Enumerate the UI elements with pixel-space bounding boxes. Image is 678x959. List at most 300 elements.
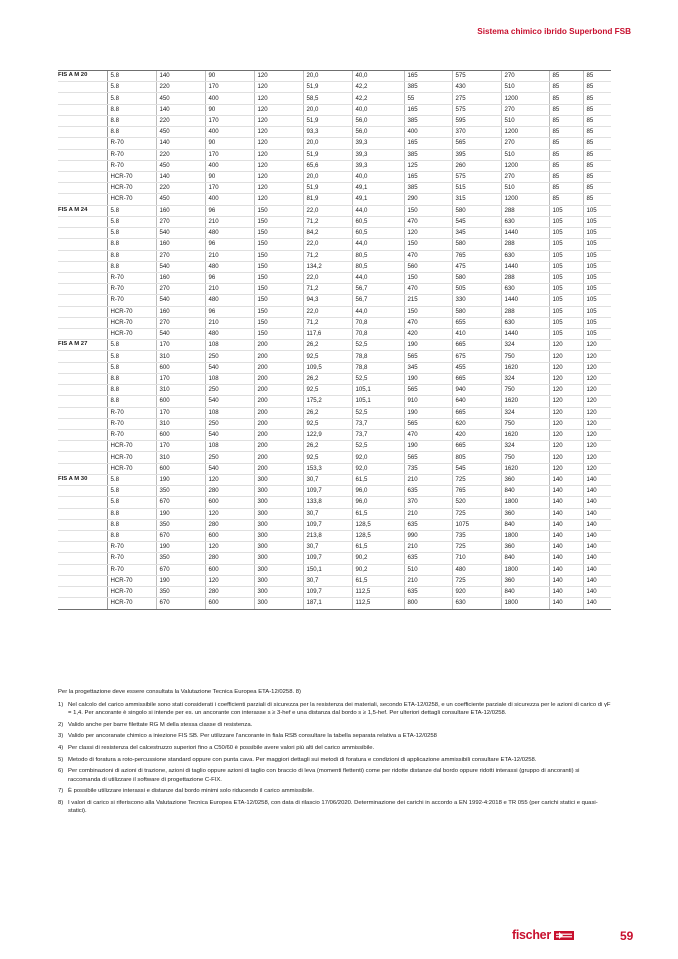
value-cell: 300 — [254, 553, 303, 564]
value-cell: 120 — [549, 441, 583, 452]
value-cell: 120 — [549, 430, 583, 441]
value-cell: 56,7 — [352, 284, 404, 295]
value-cell: 350 — [156, 486, 205, 497]
value-cell: 430 — [452, 82, 501, 93]
value-cell: 250 — [205, 452, 254, 463]
value-cell: 90 — [205, 71, 254, 82]
footnote-text: I valori di carico si riferiscono alla Valutazione Tecnica Europea ETA-12/0258, con data di rilascio 17/06/2020. Determinazione dei carichi in accordo a EN 1992-4:2018 e TR 055 (per carichi statici e quasi-statici). — [68, 800, 598, 815]
table-row — [58, 385, 611, 396]
value-cell: 330 — [452, 295, 501, 306]
value-cell: 420 — [404, 329, 452, 340]
value-cell: 520 — [452, 497, 501, 508]
value-cell: 20,0 — [303, 71, 352, 82]
value-cell: 96 — [205, 205, 254, 216]
value-cell: 725 — [452, 474, 501, 485]
value-cell: 49,1 — [352, 183, 404, 194]
footnote-item — [58, 701, 613, 717]
value-cell: 840 — [501, 587, 549, 598]
table-row — [58, 183, 611, 194]
value-cell: 400 — [205, 194, 254, 205]
value-cell: 220 — [156, 115, 205, 126]
value-cell: 1075 — [452, 519, 501, 530]
value-cell: 140 — [583, 497, 611, 508]
value-cell: 105 — [549, 295, 583, 306]
value-cell: 165 — [404, 138, 452, 149]
value-cell: 280 — [205, 486, 254, 497]
value-cell: 80,5 — [352, 261, 404, 272]
value-cell: 109,7 — [303, 587, 352, 598]
value-cell: 40,0 — [352, 104, 404, 115]
steel-class-cell: 8.8 — [107, 127, 156, 138]
steel-class-cell: R-70 — [107, 272, 156, 283]
value-cell: 210 — [404, 542, 452, 553]
value-cell: 420 — [452, 430, 501, 441]
value-cell: 635 — [404, 553, 452, 564]
value-cell: 990 — [404, 530, 452, 541]
value-cell: 1440 — [501, 295, 549, 306]
value-cell: 150 — [404, 272, 452, 283]
value-cell: 150 — [254, 329, 303, 340]
table-row — [58, 497, 611, 508]
value-cell: 105 — [549, 261, 583, 272]
value-cell: 165 — [404, 71, 452, 82]
value-cell: 150 — [254, 284, 303, 295]
value-cell: 84,2 — [303, 228, 352, 239]
value-cell: 109,7 — [303, 486, 352, 497]
value-cell: 270 — [501, 71, 549, 82]
footnote-text: Valido anche per barre filettate RG M della stessa classe di resistenza. — [68, 721, 253, 728]
value-cell: 140 — [549, 542, 583, 553]
table-row — [58, 587, 611, 598]
value-cell: 450 — [156, 160, 205, 171]
value-cell: 85 — [583, 93, 611, 104]
value-cell: 122,9 — [303, 430, 352, 441]
anchor-size-cell — [58, 508, 107, 519]
value-cell: 475 — [452, 261, 501, 272]
value-cell: 92,0 — [352, 452, 404, 463]
value-cell: 120 — [549, 362, 583, 373]
value-cell: 805 — [452, 452, 501, 463]
value-cell: 120 — [254, 149, 303, 160]
value-cell: 120 — [583, 452, 611, 463]
value-cell: 120 — [205, 542, 254, 553]
steel-class-cell: HCR-70 — [107, 171, 156, 182]
value-cell: 96 — [205, 306, 254, 317]
value-cell: 120 — [583, 385, 611, 396]
anchor-size-cell — [58, 82, 107, 93]
value-cell: 200 — [254, 373, 303, 384]
footnote-item — [58, 732, 613, 740]
table-row — [58, 418, 611, 429]
value-cell: 90,2 — [352, 564, 404, 575]
steel-class-cell: R-70 — [107, 284, 156, 295]
anchor-size-cell — [58, 149, 107, 160]
value-cell: 400 — [205, 127, 254, 138]
value-cell: 133,8 — [303, 497, 352, 508]
value-cell: 470 — [404, 284, 452, 295]
value-cell: 635 — [404, 519, 452, 530]
value-cell: 140 — [583, 486, 611, 497]
value-cell: 92,5 — [303, 452, 352, 463]
value-cell: 200 — [254, 351, 303, 362]
value-cell: 1800 — [501, 530, 549, 541]
value-cell: 120 — [583, 396, 611, 407]
value-cell: 105 — [549, 239, 583, 250]
value-cell: 635 — [404, 587, 452, 598]
footnote-item — [58, 756, 613, 764]
value-cell: 140 — [156, 71, 205, 82]
value-cell: 55 — [404, 93, 452, 104]
value-cell: 108 — [205, 407, 254, 418]
value-cell: 120 — [254, 183, 303, 194]
value-cell: 153,3 — [303, 463, 352, 474]
value-cell: 725 — [452, 508, 501, 519]
value-cell: 52,5 — [352, 441, 404, 452]
value-cell: 140 — [583, 519, 611, 530]
value-cell: 105 — [549, 250, 583, 261]
value-cell: 85 — [549, 115, 583, 126]
table-row — [58, 542, 611, 553]
value-cell: 51,9 — [303, 82, 352, 93]
table-row — [58, 194, 611, 205]
value-cell: 40,0 — [352, 71, 404, 82]
value-cell: 85 — [583, 71, 611, 82]
anchor-size-cell — [58, 183, 107, 194]
value-cell: 105 — [583, 284, 611, 295]
value-cell: 165 — [404, 104, 452, 115]
value-cell: 360 — [501, 575, 549, 586]
steel-class-cell: HCR-70 — [107, 463, 156, 474]
footnote-number: 3) — [58, 733, 64, 740]
value-cell: 400 — [205, 93, 254, 104]
table-row — [58, 149, 611, 160]
value-cell: 655 — [452, 317, 501, 328]
value-cell: 750 — [501, 452, 549, 463]
value-cell: 288 — [501, 205, 549, 216]
value-cell: 210 — [404, 508, 452, 519]
value-cell: 200 — [254, 418, 303, 429]
value-cell: 170 — [156, 407, 205, 418]
anchor-size-cell — [58, 575, 107, 586]
value-cell: 400 — [205, 160, 254, 171]
value-cell: 150 — [404, 306, 452, 317]
value-cell: 190 — [156, 508, 205, 519]
value-cell: 71,2 — [303, 317, 352, 328]
value-cell: 40,0 — [352, 171, 404, 182]
value-cell: 22,0 — [303, 239, 352, 250]
value-cell: 470 — [404, 317, 452, 328]
value-cell: 92,5 — [303, 385, 352, 396]
value-cell: 140 — [549, 530, 583, 541]
value-cell: 470 — [404, 250, 452, 261]
value-cell: 580 — [452, 239, 501, 250]
steel-class-cell: 5.8 — [107, 82, 156, 93]
value-cell: 109,7 — [303, 553, 352, 564]
steel-class-cell: 8.8 — [107, 104, 156, 115]
steel-class-cell: HCR-70 — [107, 598, 156, 609]
value-cell: 105 — [583, 317, 611, 328]
value-cell: 270 — [156, 216, 205, 227]
value-cell: 120 — [254, 93, 303, 104]
value-cell: 220 — [156, 149, 205, 160]
value-cell: 120 — [254, 82, 303, 93]
value-cell: 290 — [404, 194, 452, 205]
steel-class-cell: R-70 — [107, 149, 156, 160]
steel-class-cell: R-70 — [107, 407, 156, 418]
value-cell: 725 — [452, 575, 501, 586]
footnote-item — [58, 767, 613, 783]
value-cell: 450 — [156, 93, 205, 104]
value-cell: 270 — [156, 250, 205, 261]
anchor-size-cell — [58, 329, 107, 340]
value-cell: 120 — [254, 115, 303, 126]
anchor-size-cell — [58, 373, 107, 384]
value-cell: 300 — [254, 486, 303, 497]
steel-class-cell: 5.8 — [107, 486, 156, 497]
value-cell: 735 — [452, 530, 501, 541]
steel-class-cell: 5.8 — [107, 340, 156, 351]
value-cell: 910 — [404, 396, 452, 407]
value-cell: 800 — [404, 598, 452, 609]
value-cell: 22,0 — [303, 272, 352, 283]
value-cell: 170 — [156, 441, 205, 452]
value-cell: 30,7 — [303, 575, 352, 586]
value-cell: 620 — [452, 418, 501, 429]
steel-class-cell: R-70 — [107, 160, 156, 171]
footnote-number: 5) — [58, 756, 64, 763]
value-cell: 85 — [549, 104, 583, 115]
value-cell: 26,2 — [303, 407, 352, 418]
value-cell: 120 — [549, 351, 583, 362]
value-cell: 160 — [156, 205, 205, 216]
value-cell: 140 — [549, 519, 583, 530]
value-cell: 70,8 — [352, 317, 404, 328]
value-cell: 630 — [501, 250, 549, 261]
table-row — [58, 530, 611, 541]
value-cell: 750 — [501, 385, 549, 396]
value-cell: 120 — [549, 373, 583, 384]
value-cell: 310 — [156, 418, 205, 429]
table-row — [58, 171, 611, 182]
value-cell: 105 — [549, 216, 583, 227]
value-cell: 134,2 — [303, 261, 352, 272]
anchor-size-cell — [58, 115, 107, 126]
value-cell: 105 — [583, 239, 611, 250]
value-cell: 450 — [156, 127, 205, 138]
value-cell: 140 — [549, 508, 583, 519]
value-cell: 210 — [404, 474, 452, 485]
value-cell: 109,7 — [303, 519, 352, 530]
steel-class-cell: R-70 — [107, 553, 156, 564]
value-cell: 120 — [549, 452, 583, 463]
value-cell: 39,3 — [352, 160, 404, 171]
value-cell: 85 — [549, 71, 583, 82]
value-cell: 85 — [549, 171, 583, 182]
value-cell: 210 — [205, 317, 254, 328]
steel-class-cell: 5.8 — [107, 351, 156, 362]
value-cell: 300 — [254, 575, 303, 586]
value-cell: 450 — [156, 194, 205, 205]
value-cell: 140 — [583, 564, 611, 575]
steel-class-cell: 5.8 — [107, 205, 156, 216]
value-cell: 105 — [583, 216, 611, 227]
value-cell: 85 — [583, 82, 611, 93]
footnote-number: 2) — [58, 721, 64, 728]
value-cell: 92,5 — [303, 351, 352, 362]
value-cell: 210 — [205, 250, 254, 261]
value-cell: 270 — [501, 104, 549, 115]
value-cell: 81,9 — [303, 194, 352, 205]
table-row — [58, 160, 611, 171]
value-cell: 120 — [583, 373, 611, 384]
steel-class-cell: 8.8 — [107, 250, 156, 261]
value-cell: 85 — [583, 104, 611, 115]
value-cell: 96,0 — [352, 497, 404, 508]
logo-wordmark: fischer — [512, 928, 551, 942]
anchor-size-cell: FIS A M 30 — [58, 474, 107, 485]
value-cell: 85 — [549, 160, 583, 171]
value-cell: 150 — [254, 261, 303, 272]
value-cell: 300 — [254, 564, 303, 575]
value-cell: 560 — [404, 261, 452, 272]
steel-class-cell: 8.8 — [107, 530, 156, 541]
table-row — [58, 82, 611, 93]
anchor-size-cell — [58, 194, 107, 205]
footnote-item — [58, 787, 613, 795]
value-cell: 85 — [583, 115, 611, 126]
footnote-number: 4) — [58, 745, 64, 752]
value-cell: 165 — [404, 171, 452, 182]
value-cell: 310 — [156, 385, 205, 396]
value-cell: 385 — [404, 82, 452, 93]
anchor-size-cell — [58, 441, 107, 452]
value-cell: 250 — [205, 351, 254, 362]
footnote-number: 6) — [58, 768, 64, 775]
value-cell: 600 — [205, 564, 254, 575]
value-cell: 840 — [501, 519, 549, 530]
value-cell: 575 — [452, 71, 501, 82]
steel-class-cell: 8.8 — [107, 519, 156, 530]
value-cell: 105 — [583, 329, 611, 340]
value-cell: 350 — [156, 587, 205, 598]
value-cell: 300 — [254, 530, 303, 541]
anchor-size-cell — [58, 598, 107, 609]
steel-class-cell: 5.8 — [107, 228, 156, 239]
table-row — [58, 138, 611, 149]
anchor-size-cell: FIS A M 24 — [58, 205, 107, 216]
value-cell: 670 — [156, 564, 205, 575]
table-body — [58, 71, 611, 610]
value-cell: 270 — [501, 138, 549, 149]
value-cell: 600 — [205, 497, 254, 508]
value-cell: 140 — [583, 575, 611, 586]
notes-intro: Per la progettazione deve essere consultata la Valutazione Tecnica Europea ETA-12/0258. 8) — [58, 689, 301, 695]
value-cell: 920 — [452, 587, 501, 598]
value-cell: 92,5 — [303, 418, 352, 429]
value-cell: 65,6 — [303, 160, 352, 171]
value-cell: 1200 — [501, 93, 549, 104]
steel-class-cell: R-70 — [107, 564, 156, 575]
value-cell: 1620 — [501, 430, 549, 441]
value-cell: 360 — [501, 474, 549, 485]
value-cell: 575 — [452, 104, 501, 115]
value-cell: 510 — [501, 115, 549, 126]
value-cell: 140 — [549, 474, 583, 485]
footnotes — [58, 688, 613, 819]
value-cell: 190 — [404, 407, 452, 418]
value-cell: 96,0 — [352, 486, 404, 497]
value-cell: 210 — [205, 216, 254, 227]
value-cell: 120 — [205, 575, 254, 586]
value-cell: 540 — [156, 329, 205, 340]
value-cell: 85 — [549, 127, 583, 138]
value-cell: 140 — [549, 497, 583, 508]
value-cell: 105,1 — [352, 385, 404, 396]
value-cell: 105 — [549, 205, 583, 216]
steel-class-cell: 5.8 — [107, 71, 156, 82]
value-cell: 324 — [501, 441, 549, 452]
value-cell: 140 — [583, 530, 611, 541]
value-cell: 750 — [501, 418, 549, 429]
value-cell: 85 — [549, 82, 583, 93]
anchor-size-cell — [58, 553, 107, 564]
value-cell: 670 — [156, 598, 205, 609]
value-cell: 840 — [501, 486, 549, 497]
anchor-size-cell — [58, 396, 107, 407]
value-cell: 52,5 — [352, 407, 404, 418]
table-row — [58, 351, 611, 362]
value-cell: 30,7 — [303, 474, 352, 485]
value-cell: 630 — [501, 317, 549, 328]
value-cell: 765 — [452, 486, 501, 497]
value-cell: 70,8 — [352, 329, 404, 340]
value-cell: 1620 — [501, 362, 549, 373]
anchor-size-cell — [58, 93, 107, 104]
footnote-text: È possibile utilizzare interassi e distanze dal bordo minimi solo riducendo il carico ammissibile. — [68, 788, 314, 795]
table-row — [58, 508, 611, 519]
anchor-size-cell — [58, 216, 107, 227]
value-cell: 360 — [501, 542, 549, 553]
value-cell: 140 — [549, 598, 583, 609]
anchor-size-cell — [58, 385, 107, 396]
value-cell: 510 — [501, 82, 549, 93]
value-cell: 140 — [156, 171, 205, 182]
value-cell: 480 — [205, 228, 254, 239]
value-cell: 120 — [549, 340, 583, 351]
steel-class-cell: HCR-70 — [107, 317, 156, 328]
value-cell: 150,1 — [303, 564, 352, 575]
value-cell: 190 — [404, 340, 452, 351]
value-cell: 26,2 — [303, 340, 352, 351]
steel-class-cell: HCR-70 — [107, 452, 156, 463]
value-cell: 288 — [501, 306, 549, 317]
value-cell: 140 — [549, 575, 583, 586]
value-cell: 300 — [254, 587, 303, 598]
value-cell: 26,2 — [303, 373, 352, 384]
anchor-size-cell — [58, 486, 107, 497]
value-cell: 20,0 — [303, 138, 352, 149]
value-cell: 280 — [205, 553, 254, 564]
value-cell: 540 — [205, 430, 254, 441]
value-cell: 765 — [452, 250, 501, 261]
value-cell: 160 — [156, 272, 205, 283]
value-cell: 44,0 — [352, 306, 404, 317]
value-cell: 575 — [452, 171, 501, 182]
value-cell: 725 — [452, 542, 501, 553]
value-cell: 580 — [452, 272, 501, 283]
value-cell: 120 — [549, 385, 583, 396]
footnote-text: Nel calcolo del carico ammissibile sono stati considerati i coefficienti parziali di sicurezza per la resistenza dei materiali, secondo ETA-12/0258, e un coefficiente parziale di sicurezza per le azioni di carico di γF = 1,4. Per ancorante è singolo si intende per es. un ancorante con interasse s ≥ 3-hef e una distanza dal bordo s ≥ 1,5-hef. Per ulteriori dettagli consultare ETA-12/0258. — [68, 701, 611, 716]
